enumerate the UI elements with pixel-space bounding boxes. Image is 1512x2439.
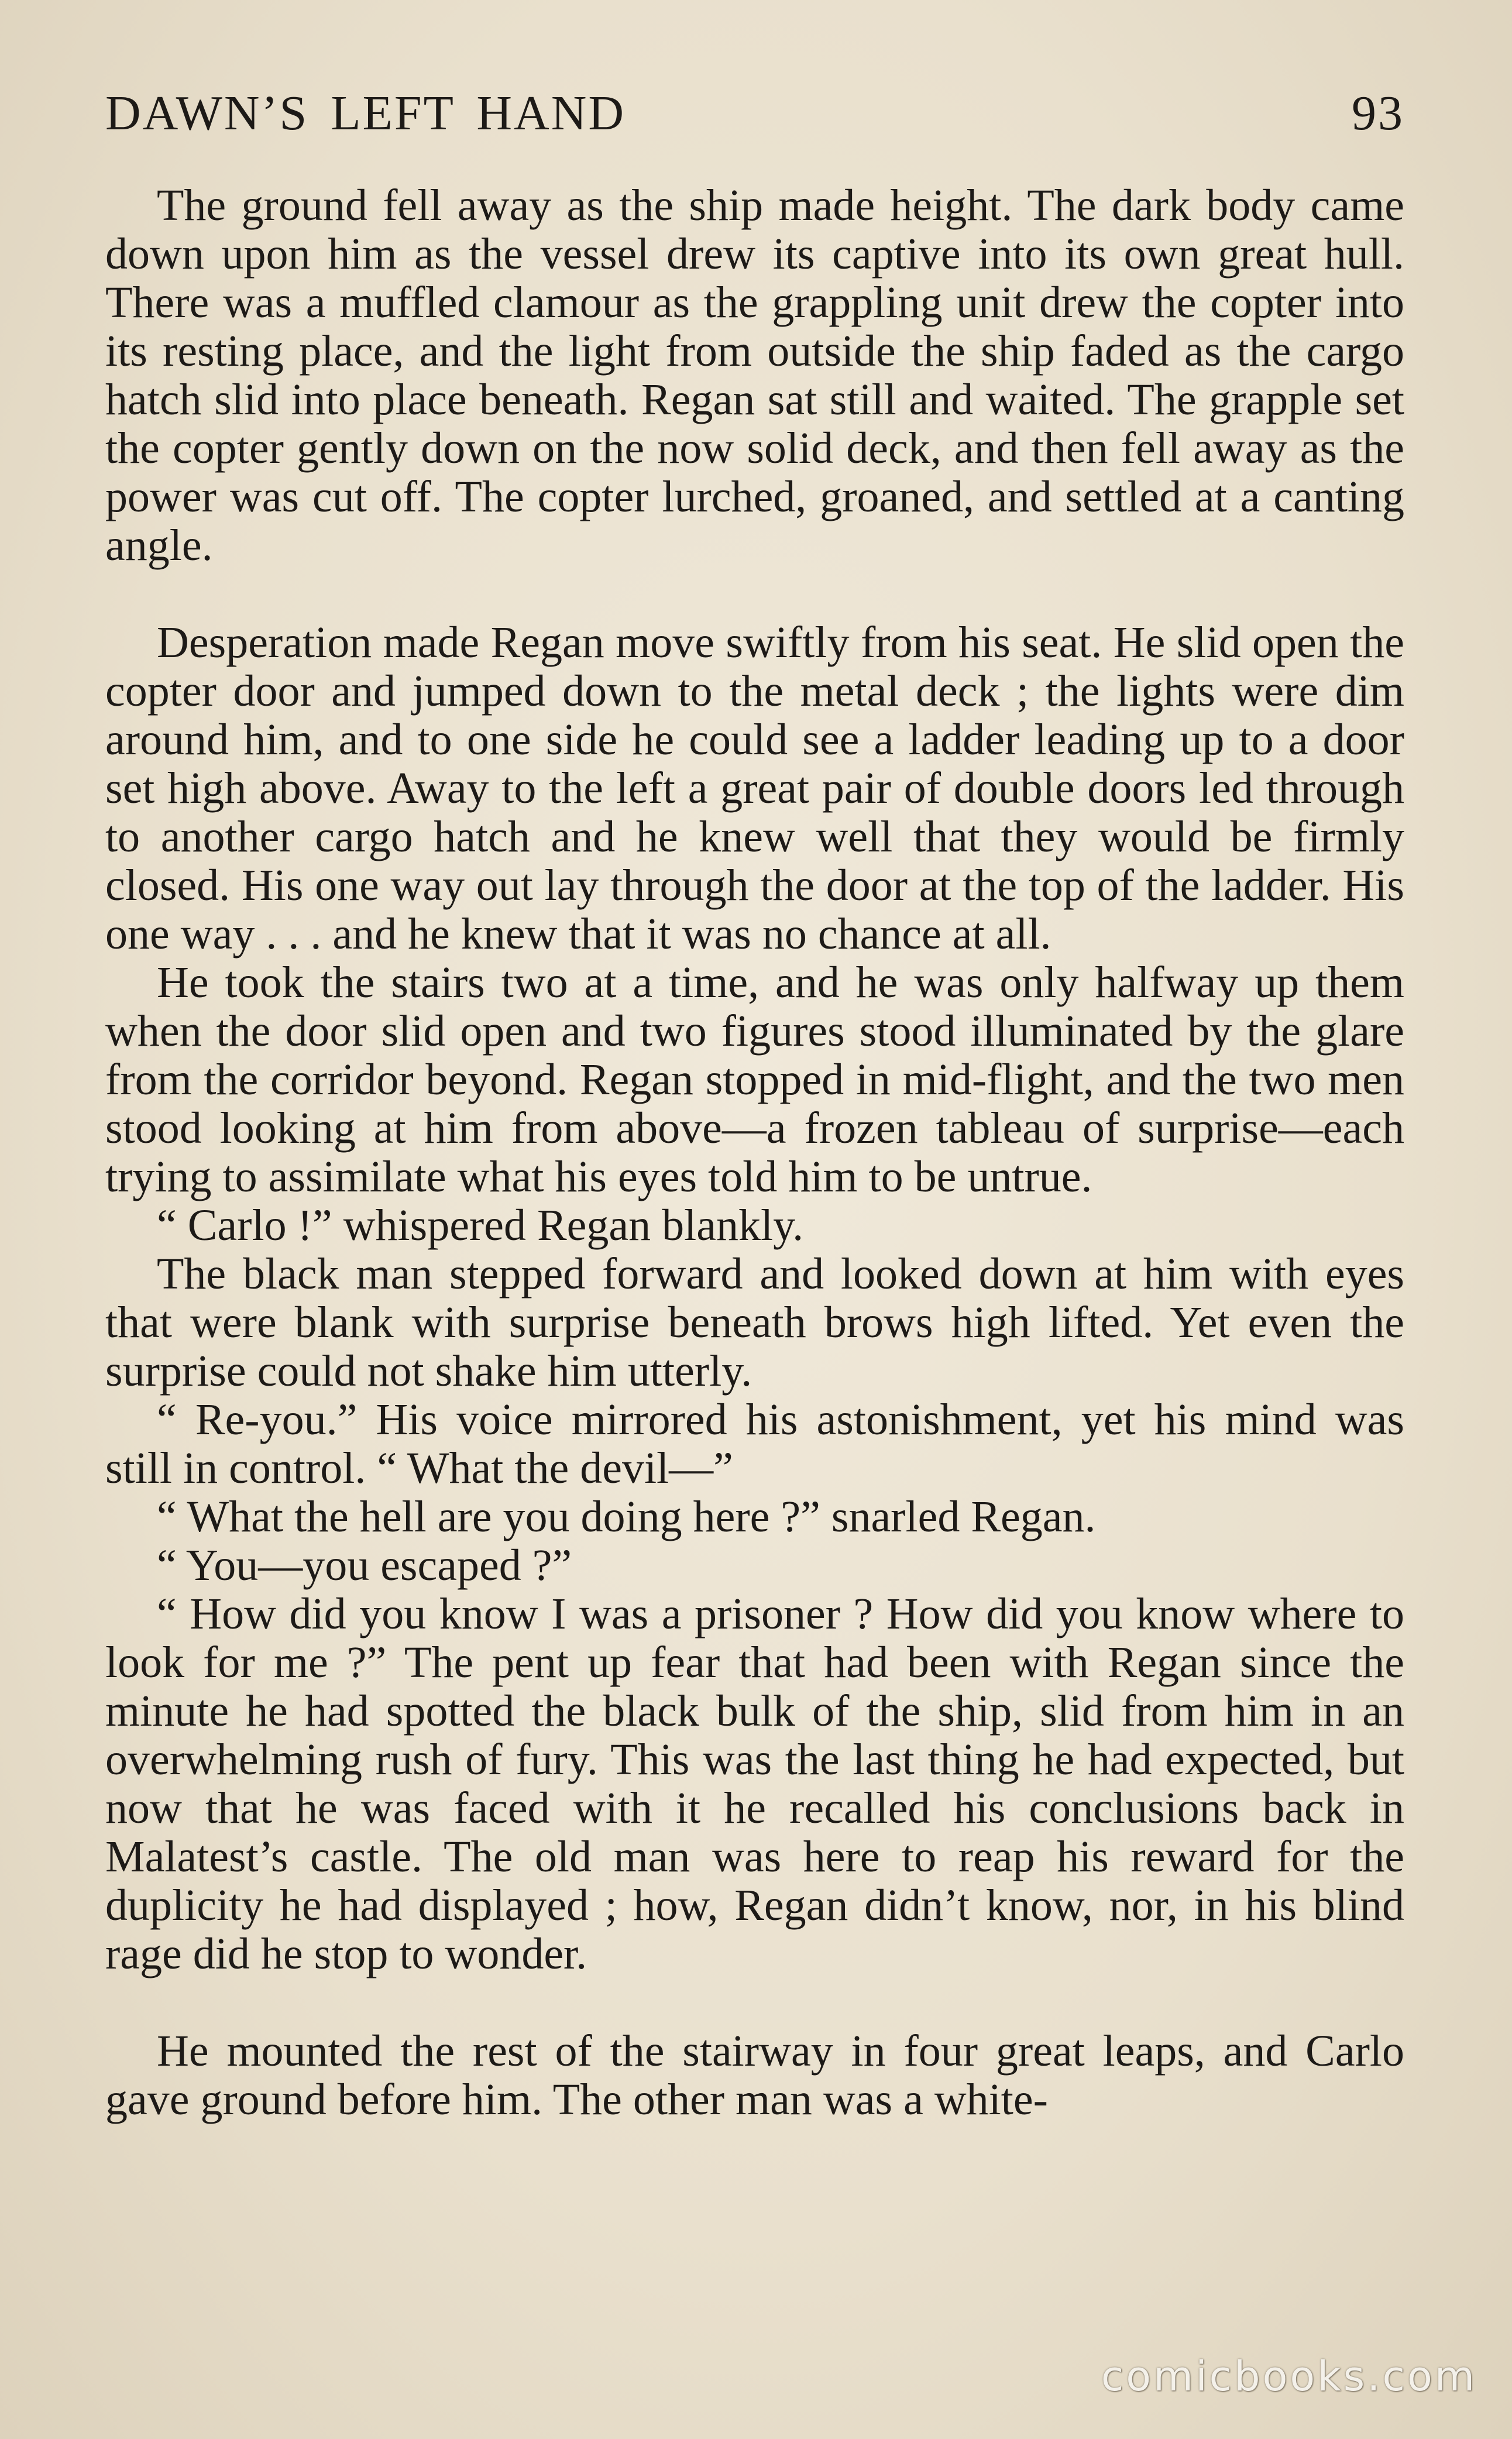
paragraph: Desperation made Regan move swiftly from his seat. He slid open the copter door and jumped down to the metal deck ; the lights were dim around him, and to one side he could see a ladder leading up to a door set high above. Away to the left a great pair of double doors led through to another cargo hatch and he knew well that they would be firmly closed. His one way out lay through the door at the top of the ladder. His one way . . . and he knew that it was no chance at all. [105, 618, 1404, 959]
paragraph: The ground fell away as the ship made height. The dark body came down upon him as the vessel drew its captive into its own great hull. There was a muffled clamour as the grappling unit drew the copter into its resting place, and the light from outside the ship faded as the cargo hatch slid into place beneath. Regan sat still and waited. The grapple set the copter gently down on the now solid deck, and then fell away as the power was cut off. The copter lurched, groaned, and settled at a canting angle. [105, 181, 1404, 570]
running-head [105, 85, 1404, 149]
paragraph: “ Carlo !” whispered Regan blankly. [157, 1201, 804, 1250]
watermark: comicbooks.com [1101, 2352, 1477, 2400]
paragraph: He mounted the rest of the stairway in four great leaps, and Carlo gave ground before him. The other man was a white- [105, 2026, 1404, 2124]
body-text [105, 181, 1404, 2124]
paragraph: “ You—you escaped ?” [157, 1541, 572, 1590]
paragraph: The black man stepped forward and looked down at him with eyes that were blank with surprise beneath brows high lifted. Yet even the surprise could not shake him utterly. [105, 1249, 1404, 1396]
paragraph: “ Re-you.” His voice mirrored his astonishment, yet his mind was still in control. “ What the devil—” [105, 1395, 1404, 1493]
paragraph: “ How did you know I was a prisoner ? How did you know where to look for me ?” The pent up fear that had been with Regan since the minute he had spotted the black bulk of the ship, slid from him in an overwhelming rush of fury. This was the last thing he had expected, but now that he was faced with it he recalled his conclusions back in Malatest’s castle. The old man was here to reap his reward for the duplicity he had displayed ; how, Regan didn’t know, nor, in his blind rage did he stop to wonder. [105, 1589, 1404, 1978]
page-number: 93 [1352, 86, 1404, 140]
paragraph: He took the stairs two at a time, and he was only halfway up them when the door slid open and two figures stood illuminated by the glare from the corridor beyond. Regan stopped in mid-flight, and the two men stood looking at him from above—a frozen tableau of surprise—each trying to assimilate what his eyes told him to be untrue. [105, 958, 1404, 1201]
paragraph: “ What the hell are you doing here ?” snarled Regan. [157, 1492, 1096, 1541]
chapter-title: DAWN’S LEFT HAND [105, 86, 626, 140]
